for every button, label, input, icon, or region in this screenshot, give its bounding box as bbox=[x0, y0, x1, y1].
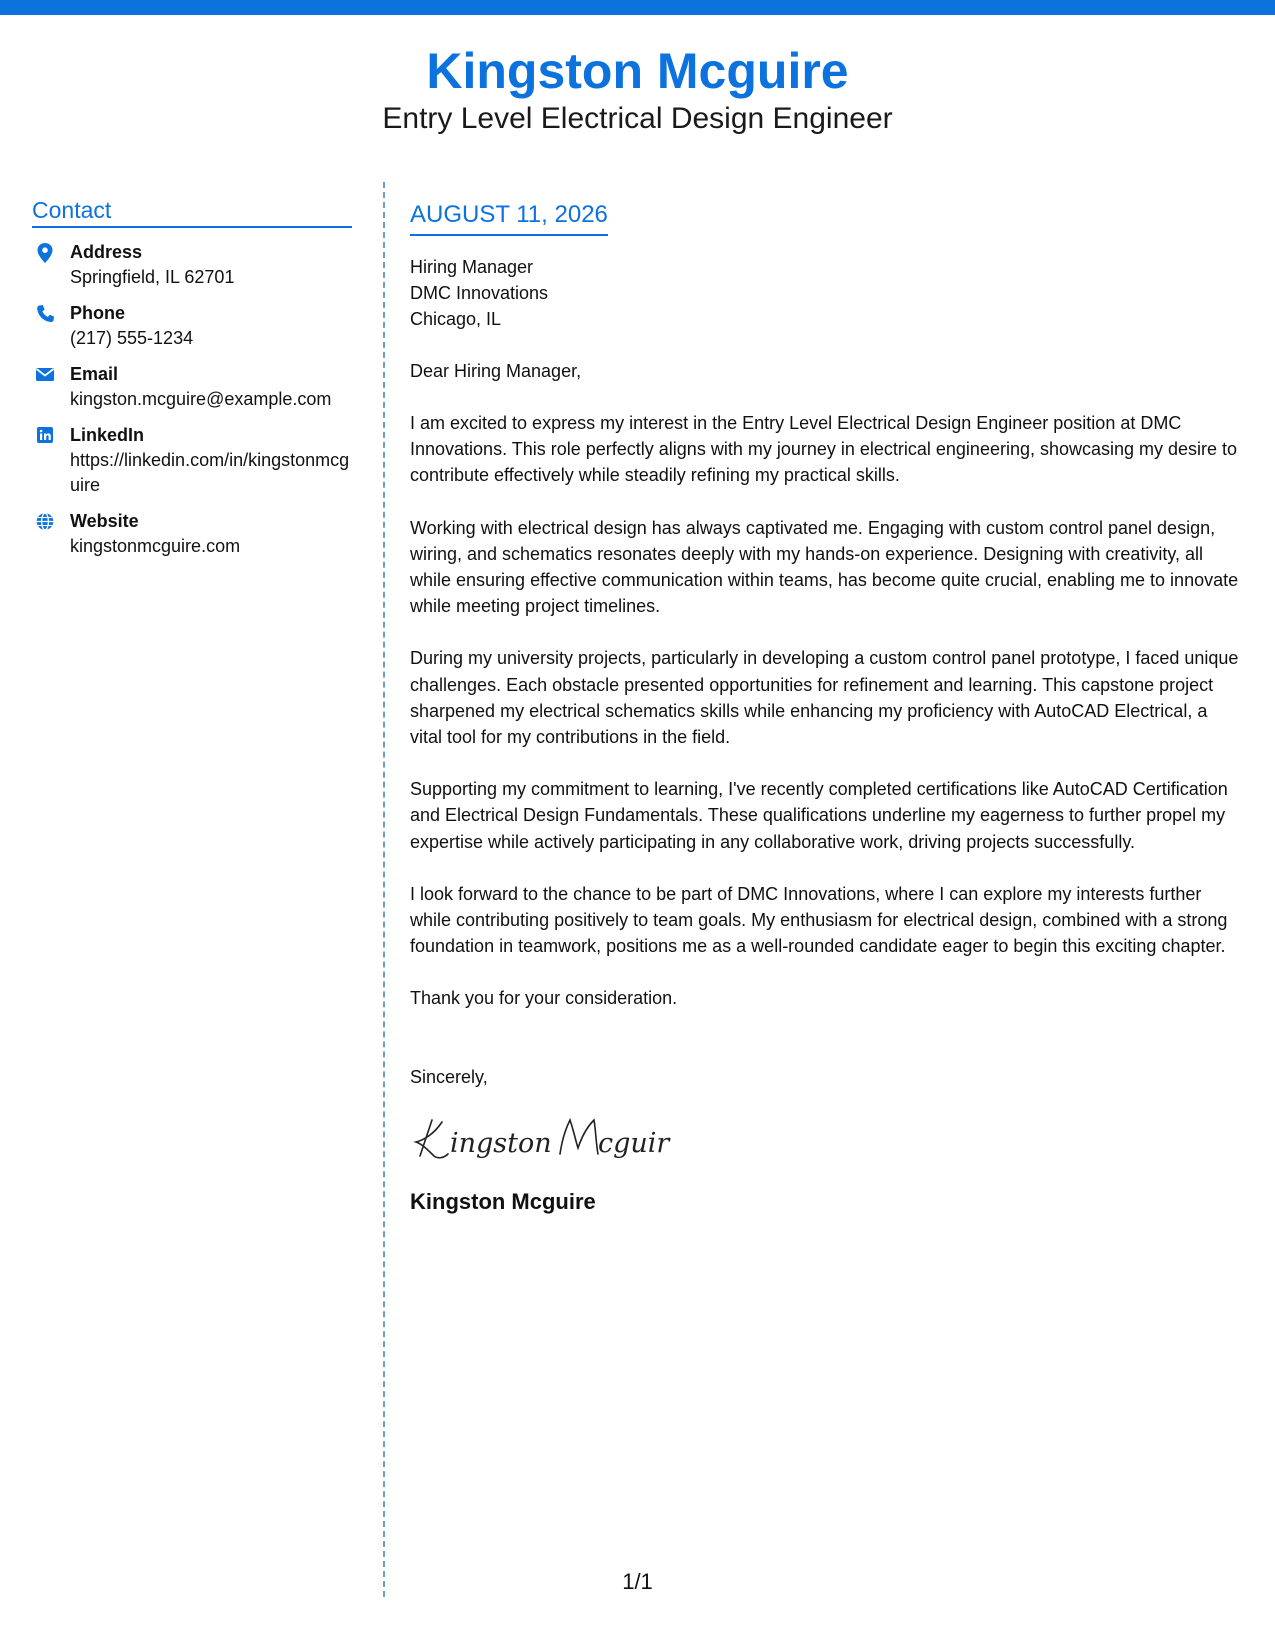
svg-text:cguir: cguir bbox=[598, 1127, 670, 1159]
contact-value: https://linkedin.com/in/kingstonmcguire bbox=[70, 450, 350, 495]
page-number: 1/1 bbox=[622, 1569, 653, 1594]
sidebar bbox=[32, 196, 352, 570]
recipient-line: DMC Innovations bbox=[410, 283, 549, 303]
letter-paragraph: Supporting my commitment to learning, I've recently completed certifications like AutoCAD Certification and Electrical Design Fundamentals. These qualifications underline my eagerness to further propel my expertise while actively participating in any collaborative work, driving projects successfully. bbox=[410, 779, 1228, 852]
contact-label: Email bbox=[70, 364, 119, 384]
contact-item-address bbox=[32, 240, 352, 290]
contact-value: kingstonmcguire.com bbox=[70, 536, 241, 556]
handwritten-signature bbox=[410, 1112, 680, 1162]
letter-body bbox=[410, 198, 1240, 1216]
recipient-line: Chicago, IL bbox=[410, 309, 502, 329]
contact-label: Phone bbox=[70, 303, 126, 323]
contact-value: (217) 555-1234 bbox=[70, 328, 194, 348]
phone-icon bbox=[35, 303, 55, 325]
contact-item-linkedin bbox=[32, 423, 352, 498]
letter-paragraph: Thank you for your consideration. bbox=[410, 988, 678, 1009]
contact-item-email bbox=[32, 362, 352, 412]
contact-label: Address bbox=[70, 242, 143, 262]
signer-name: Kingston Mcguire bbox=[410, 1188, 596, 1214]
closing: Sincerely, bbox=[410, 1066, 488, 1087]
contact-list bbox=[32, 240, 352, 559]
contact-value: kingston.mcguire@example.com bbox=[70, 389, 332, 409]
column-divider bbox=[383, 182, 385, 1597]
svg-text:ingston: ingston bbox=[450, 1127, 552, 1159]
contact-section-title: Contact bbox=[32, 196, 352, 228]
letter-paragraph: During my university projects, particularly in developing a custom control panel prototype, I faced unique challenges. Each obstacle presented opportunities for refinement and learning. This capstone project sharpened my electrical schematics skills while enhancing my proficiency with AutoCAD Electrical, a vital tool for my contributions in the field. bbox=[410, 648, 1239, 748]
letter-paragraph: I look forward to the chance to be part of DMC Innovations, where I can explore my interests further while contributing positively to team goals. My enthusiasm for electrical design, combined with a strong foundation in teamwork, positions me as a well-rounded candidate eager to begin this exciting chapter. bbox=[410, 883, 1228, 957]
recipient-line: Hiring Manager bbox=[410, 257, 534, 277]
job-title: Entry Level Electrical Design Engineer bbox=[382, 102, 893, 135]
recipient-block bbox=[410, 254, 1240, 332]
email-icon bbox=[35, 364, 55, 386]
map-pin-icon bbox=[35, 242, 55, 264]
salutation: Dear Hiring Manager, bbox=[410, 361, 582, 381]
globe-icon bbox=[35, 511, 55, 533]
contact-item-phone bbox=[32, 301, 352, 351]
contact-value: Springfield, IL 62701 bbox=[70, 267, 235, 287]
linkedin-icon bbox=[35, 425, 55, 447]
page-header bbox=[0, 42, 1275, 137]
letter-date: AUGUST 11, 2026 bbox=[410, 198, 608, 236]
applicant-name: Kingston Mcguire bbox=[426, 43, 849, 99]
top-accent-bar bbox=[0, 0, 1275, 15]
contact-label: LinkedIn bbox=[70, 425, 145, 445]
contact-label: Website bbox=[70, 511, 139, 531]
letter-paragraph: I am excited to express my interest in the Entry Level Electrical Design Engineer position at DMC Innovations. This role perfectly aligns with my journey in electrical engineering, showcasing my desire to contribute effectively while steadily refining my practical skills. bbox=[410, 413, 1238, 486]
letter-paragraph: Working with electrical design has always captivated me. Engaging with custom control panel design, wiring, and schematics resonates deeply with my hands-on experience. Designing with creativity, all while ensuring effective communication within teams, has become quite crucial, enabling me to innovate while meeting project timelines. bbox=[410, 517, 1239, 617]
contact-item-website bbox=[32, 509, 352, 559]
